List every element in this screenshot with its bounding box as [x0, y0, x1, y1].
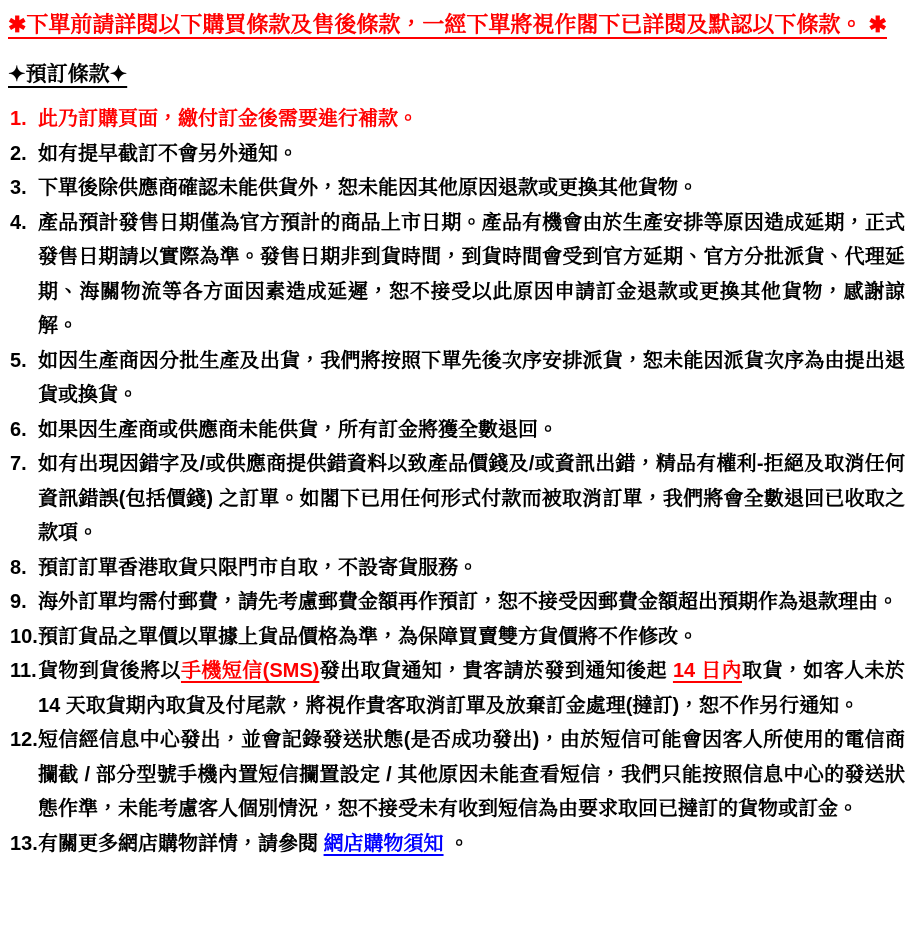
term-number: 4. [10, 211, 27, 234]
term-number: 3. [10, 177, 27, 199]
term-text: 如因生產商因分批生產及出貨，我們將按照下單先後次序安排派貨，恕未能因派貨次序為由提出退貨或換貨。 [38, 349, 905, 406]
term-item-3 [8, 171, 905, 206]
term-item-7 [8, 447, 905, 551]
term-number: 10. [10, 625, 38, 648]
term-item-12 [8, 723, 905, 827]
preorder-terms-title [8, 60, 905, 90]
term-number: 11. [10, 660, 37, 682]
term-text: 預訂貨品之單價以單據上貨品價格為準，為保障買賣雙方貨價將不作修改。 [38, 625, 698, 648]
term-text: 海外訂單均需付郵費，請先考慮郵費金額再作預訂，恕不接受因郵費金額超出預期作為退款理由。 [38, 591, 898, 613]
term-number: 7. [10, 453, 27, 475]
term-item-2 [8, 137, 905, 172]
pickup-deadline-highlight: 14 日內 [672, 660, 743, 682]
term-item-1 [8, 102, 905, 137]
term-item-4 [8, 206, 905, 344]
preorder-terms-title-text: ✦預訂條款✦ [8, 63, 128, 86]
term-item-5 [8, 344, 905, 413]
term-item-13 [8, 827, 905, 862]
term-number: 5. [10, 349, 27, 372]
term-text: 如有提早截訂不會另外通知。 [38, 142, 298, 165]
term-number: 12. [10, 729, 38, 751]
term-number: 9. [10, 591, 27, 613]
term-text: 如有出現因錯字及/或供應商提供錯資料以致產品價錢及/或資訊出錯，精品有權利-拒絕及取消任何資訊錯誤(包括價錢) 之訂單。如閣下已用任何形式付款而被取消訂單，我們將會全數退回已收取之款項。 [38, 453, 905, 544]
term-number: 13. [10, 832, 38, 855]
term-number: 2. [10, 142, 27, 165]
purchase-notice-text: ✱下單前請詳閱以下購買條款及售後條款，一經下單將視作閣下已詳閱及默認以下條款。 ✱ [8, 12, 887, 37]
term-text: 產品預計發售日期僅為官方預計的商品上市日期。產品有機會由於生產安排等原因造成延期，正式發售日期請以實際為準。發售日期非到貨時間，到貨時間會受到官方延期、官方分批派貨、代理延期、海關物流等各方面因素造成延遲，恕不接受以此原因申請訂金退款或更換其他貨物，感謝諒解。 [38, 211, 905, 337]
term-item-11 [8, 654, 905, 723]
term-text: 發出取貨通知，貴客請於發到通知後起 [319, 660, 673, 682]
term-item-10 [8, 620, 905, 655]
store-shopping-guide-link[interactable]: 網店購物須知 [323, 832, 444, 855]
term-text: 預訂訂單香港取貨只限門市自取，不設寄貨服務。 [38, 556, 478, 579]
term-number: 1. [10, 108, 27, 130]
term-number: 8. [10, 556, 27, 579]
sms-highlight: 手機短信(SMS) [180, 660, 320, 682]
term-number: 6. [10, 418, 27, 441]
term-text: 取貨，如客人未於 14 天取貨期內取貨及付尾款，將視作貴客取消訂單及放棄訂金處理(撻訂)，恕不作另行通知。 [38, 660, 905, 717]
term-text: 下單後除供應商確認未能供貨外，恕未能因其他原因退款或更換其他貨物。 [38, 177, 698, 199]
term-text: 此乃訂購頁面，繳付訂金後需要進行補款。 [38, 108, 418, 130]
term-item-8 [8, 551, 905, 586]
term-item-6 [8, 413, 905, 448]
term-item-9 [8, 585, 905, 620]
terms-list [8, 102, 905, 861]
term-text: 。 [443, 832, 470, 855]
term-text: 貨物到貨後將以 [38, 660, 181, 682]
term-text: 如果因生產商或供應商未能供貨，所有訂金將獲全數退回。 [38, 418, 558, 441]
term-text: 有關更多網店購物詳情，請參閱 [38, 832, 324, 855]
term-text: 短信經信息中心發出，並會記錄發送狀態(是否成功發出)，由於短信可能會因客人所使用的電信商攔截 / 部分型號手機內置短信攔置設定 / 其他原因未能查看短信，我們只能按照信息中心的發送狀態作準，未能考慮客人個別情況，恕不接受未有收到短信為由要求取回已撻訂的貨物或訂金。 [38, 729, 905, 820]
purchase-notice-header [8, 6, 905, 44]
